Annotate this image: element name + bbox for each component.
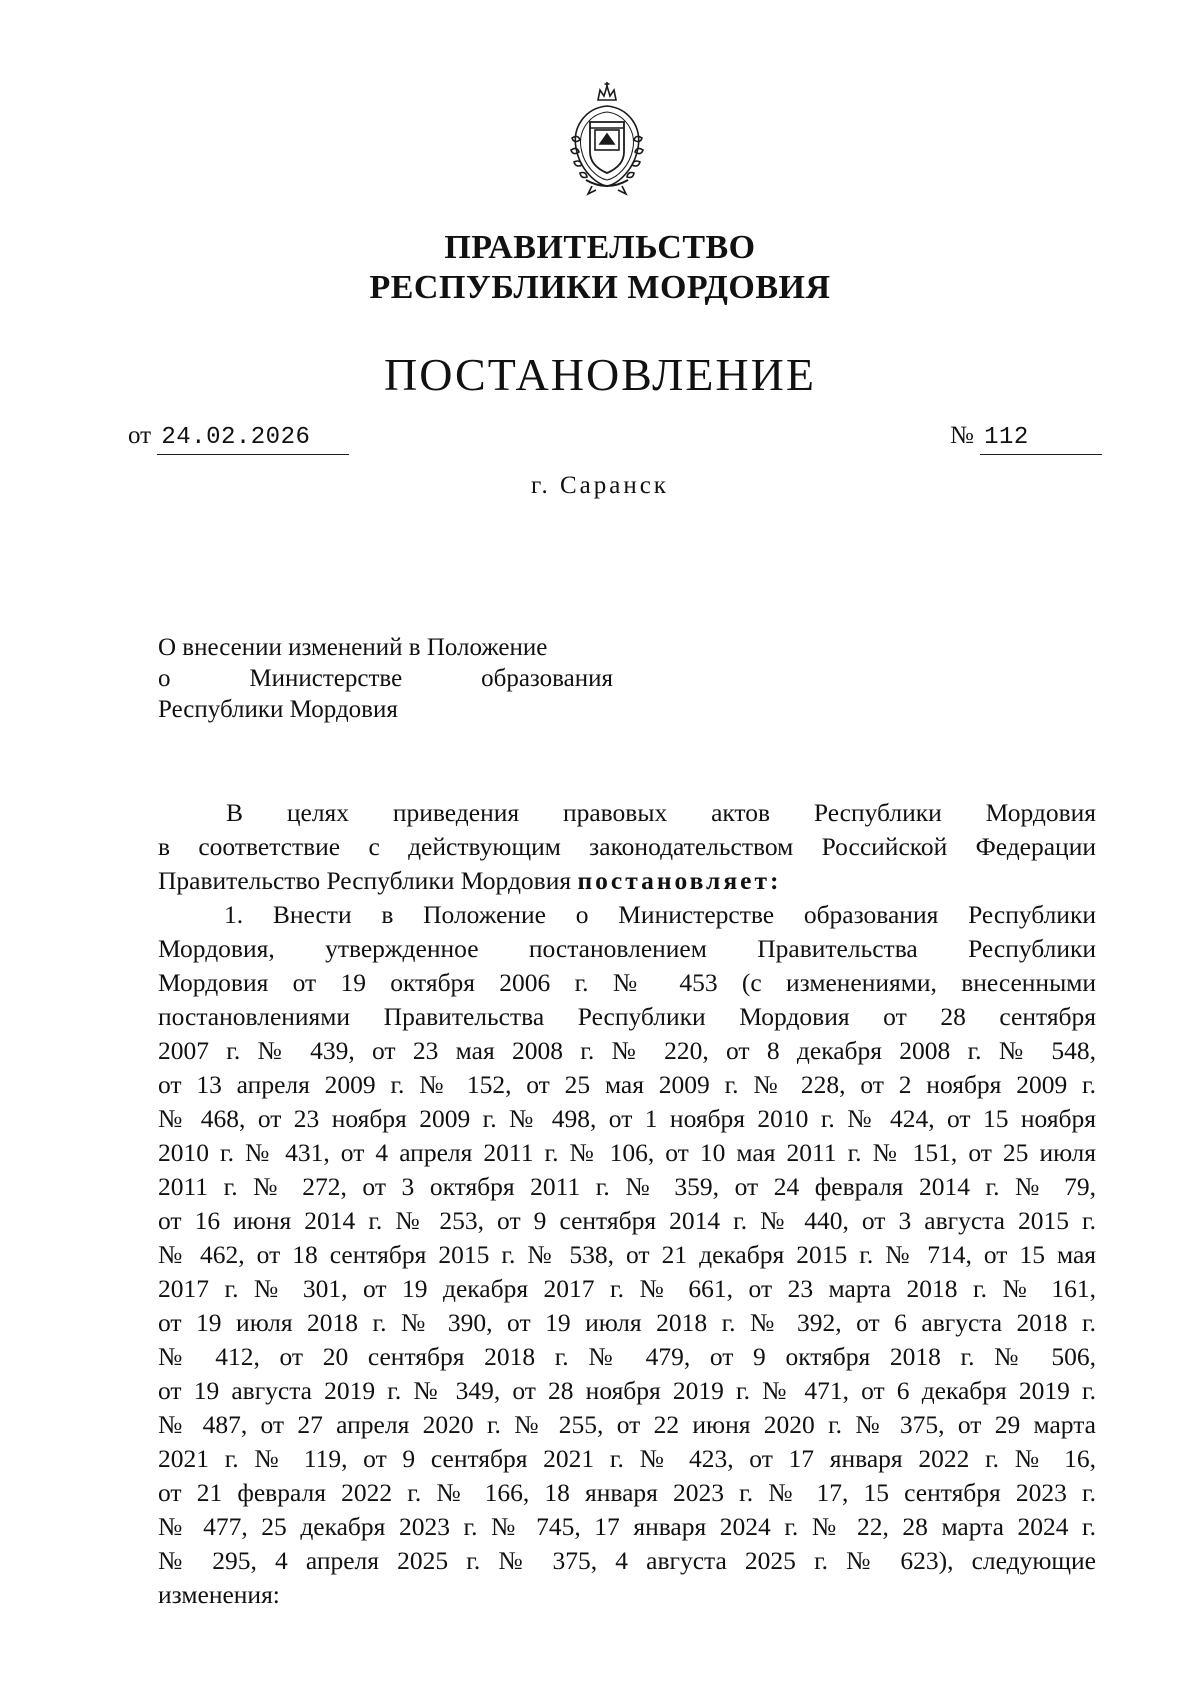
item-line: № 487, от 27 апреля 2020 г. № 255, от 22 июня 2020 г. № 375, от 29 марта xyxy=(158,1410,1096,1439)
item-line: 2011 г. № 272, от 3 октября 2011 г. № 359, от 24 февраля 2014 г. № 79, xyxy=(158,1172,1096,1201)
organization-name-line2: РЕСПУБЛИКИ МОРДОВИЯ xyxy=(369,269,831,306)
preamble-word: приведения xyxy=(392,798,520,827)
item-line: 2010 г. № 431, от 4 апреля 2011 г. № 106, от 10 мая 2011 г. № 151, от 25 июля xyxy=(158,1138,1096,1167)
preamble-word: правовых xyxy=(562,798,668,827)
preamble-line: в соответствие с действующим законодательством Российской Федерации xyxy=(158,832,1096,861)
item-line: изменения: xyxy=(158,1580,280,1609)
item-line: Мордовия, утвержденное постановлением Правительства Республики xyxy=(158,934,1096,963)
coat-of-arms-icon xyxy=(562,78,652,196)
subject-line: О внесении изменений в Положение xyxy=(158,634,548,661)
item-line: № 477, 25 декабря 2023 г. № 745, 17 января 2024 г. № 22, 28 марта 2024 г. xyxy=(158,1512,1096,1541)
number-value: 112 xyxy=(980,422,1102,455)
item-line: от 19 июля 2018 г. № 390, от 19 июля 2018 г. № 392, от 6 августа 2018 г. xyxy=(158,1308,1096,1337)
city: г. Саранск xyxy=(531,472,669,499)
resolves-keyword: постановляет: xyxy=(577,866,782,895)
item-line: № 412, от 20 сентября 2018 г. № 479, от 9 октября 2018 г. № 506, xyxy=(158,1342,1096,1371)
item-line: 2017 г. № 301, от 19 декабря 2017 г. № 661, от 23 марта 2018 г. № 161, xyxy=(158,1274,1096,1303)
number-prefix: № xyxy=(950,422,974,449)
subject-line: Республики Мордовия xyxy=(158,696,398,723)
preamble-word: Мордовия xyxy=(985,798,1096,827)
item-line: от 19 августа 2019 г. № 349, от 28 ноября 2019 г. № 471, от 6 декабря 2019 г. xyxy=(158,1376,1096,1405)
preamble-line xyxy=(158,864,1096,898)
document-number xyxy=(950,420,1102,455)
subject-line xyxy=(158,663,613,694)
subject-word: о xyxy=(158,665,171,692)
organization-name-line1: ПРАВИТЕЛЬСТВО xyxy=(444,229,756,266)
document-subject xyxy=(158,632,613,725)
item-line: Мордовия от 19 октября 2006 г. № 453 (с изменениями, внесенными xyxy=(158,968,1096,997)
document-date xyxy=(128,420,349,455)
item-line: от 21 февраля 2022 г. № 166, 18 января 2023 г. № 17, 15 сентября 2023 г. xyxy=(158,1478,1096,1507)
item-line: № 468, от 23 ноября 2009 г. № 498, от 1 ноября 2010 г. № 424, от 15 ноября xyxy=(158,1104,1096,1133)
subject-word: Министерстве xyxy=(249,665,403,692)
item-line: 2021 г. № 119, от 9 сентября 2021 г. № 423, от 17 января 2022 г. № 16, xyxy=(158,1444,1096,1473)
item-line: от 13 апреля 2009 г. № 152, от 25 мая 2009 г. № 228, от 2 ноября 2009 г. xyxy=(158,1070,1096,1099)
item-line: постановлениями Правительства Республики Мордовия от 28 сентября xyxy=(158,1002,1096,1031)
item-line: № 462, от 18 сентября 2015 г. № 538, от 21 декабря 2015 г. № 714, от 15 мая xyxy=(158,1240,1096,1269)
subject-word: образования xyxy=(481,665,613,692)
date-prefix: от xyxy=(128,422,152,449)
preamble-line xyxy=(158,796,1096,830)
item-line: 2007 г. № 439, от 23 мая 2008 г. № 220, от 8 декабря 2008 г. № 548, xyxy=(158,1036,1096,1065)
item-line: от 16 июня 2014 г. № 253, от 9 сентября 2014 г. № 440, от 3 августа 2015 г. xyxy=(158,1206,1096,1235)
preamble-word: В xyxy=(226,798,244,827)
document-type: ПОСТАНОВЛЕНИЕ xyxy=(384,349,816,400)
item-line: 1. Внести в Положение о Министерстве образования Республики xyxy=(224,900,1096,929)
preamble-word: актов xyxy=(711,798,771,827)
document-body xyxy=(158,796,1096,1612)
preamble-text: Правительство Республики Мордовия xyxy=(158,866,578,895)
preamble-word: целях xyxy=(286,798,350,827)
item-line: № 295, 4 апреля 2025 г. № 375, 4 августа 2025 г. № 623), следующие xyxy=(158,1546,1096,1575)
preamble-word: Республики xyxy=(813,798,942,827)
date-value: 24.02.2026 xyxy=(157,422,349,455)
